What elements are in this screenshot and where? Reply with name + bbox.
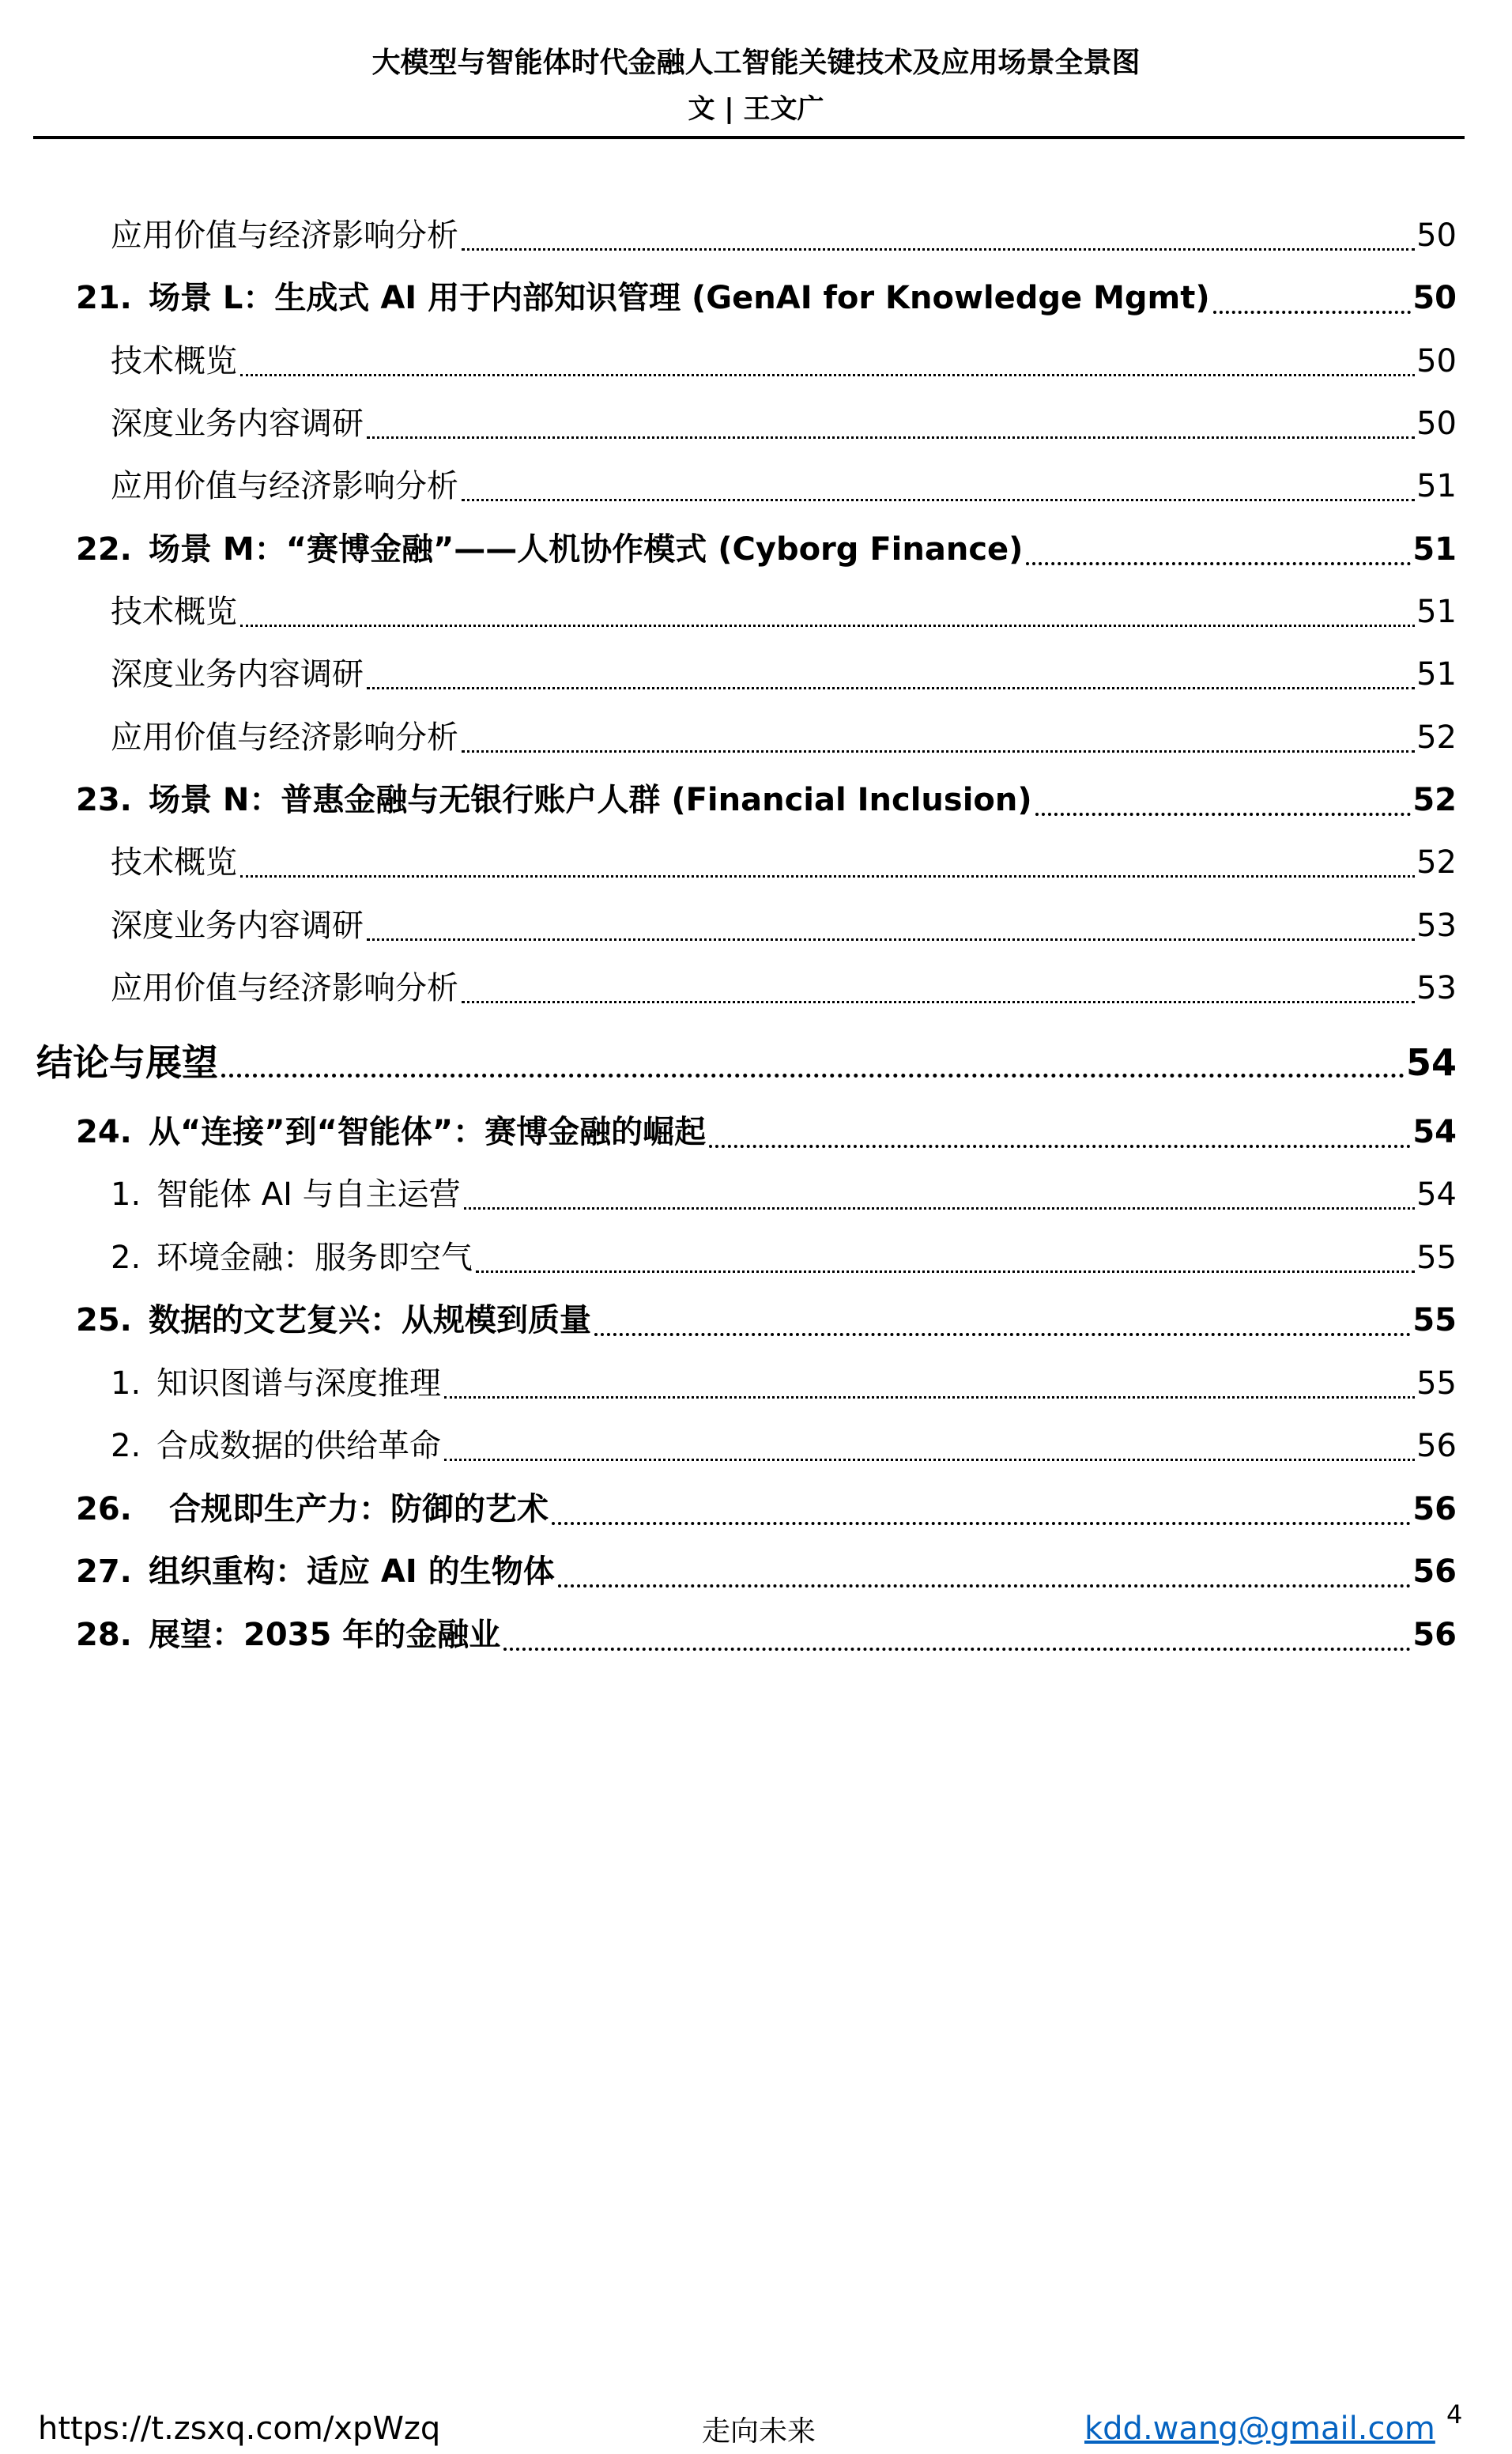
toc-entry-title: 组织重构：适应 AI 的生物体 — [149, 1554, 555, 1590]
dot-leader — [221, 1074, 1405, 1078]
toc-entry-page: 50 — [1416, 343, 1457, 379]
toc-entry[interactable] — [0, 338, 1512, 385]
toc-entry-page: 54 — [1416, 1176, 1457, 1213]
toc-entry-page: 50 — [1416, 217, 1457, 254]
toc-entry-page: 52 — [1416, 719, 1457, 756]
dot-leader — [444, 1459, 1415, 1461]
toc-entry-title: 深度业务内容调研 — [111, 656, 364, 693]
toc-entry-title: 场景 M：“赛博金融”——人机协作模式 (Cyborg Finance) — [149, 531, 1024, 568]
toc-entry-page: 50 — [1412, 280, 1457, 316]
toc-entry-number: 24. — [76, 1114, 132, 1150]
toc-entry[interactable] — [0, 1108, 1512, 1156]
toc-entry[interactable] — [0, 1171, 1512, 1218]
author-line: 文 | 王文广 — [688, 93, 824, 125]
dot-leader — [1026, 562, 1411, 565]
toc-entry-page: 56 — [1416, 1428, 1457, 1464]
dot-leader — [367, 436, 1415, 439]
dot-leader — [367, 938, 1415, 941]
toc-entry-title: 应用价值与经济影响分析 — [111, 719, 458, 756]
document-title: 大模型与智能体时代金融人工智能关键技术及应用场景全景图 — [371, 47, 1141, 79]
toc-entry[interactable] — [0, 1360, 1512, 1407]
toc-entry[interactable] — [0, 462, 1512, 510]
toc-entry[interactable] — [0, 1548, 1512, 1595]
toc-entry-number: 23. — [76, 782, 132, 818]
toc-entry-title: 场景 L：生成式 AI 用于内部知识管理 (GenAI for Knowledge Mgmt) — [149, 280, 1210, 316]
toc-entry[interactable] — [0, 1611, 1512, 1659]
toc-entry-page: 51 — [1416, 468, 1457, 504]
toc-entry[interactable] — [0, 212, 1512, 259]
dot-leader — [240, 374, 1415, 376]
toc-entry-title: 展望：2035 年的金融业 — [149, 1617, 501, 1653]
toc-entry[interactable] — [0, 400, 1512, 447]
toc-entry-title: 技术概览 — [111, 594, 237, 630]
page-footer — [0, 2399, 1512, 2453]
toc-entry-number: 26. — [76, 1491, 132, 1527]
dot-leader — [1035, 813, 1412, 816]
header-divider — [33, 136, 1465, 139]
dot-leader — [240, 875, 1415, 878]
toc-entry-page: 55 — [1416, 1365, 1457, 1402]
toc-entry-title: 深度业务内容调研 — [111, 908, 364, 944]
toc-entry-page: 54 — [1405, 1041, 1457, 1084]
toc-entry-page: 53 — [1416, 970, 1457, 1006]
toc-entry-number: 2. — [111, 1428, 141, 1464]
toc-entry-page: 53 — [1416, 908, 1457, 944]
toc-entry[interactable] — [0, 1422, 1512, 1470]
dot-leader — [462, 1001, 1415, 1003]
toc-entry-number: 25. — [76, 1302, 132, 1338]
toc-entry-number: 22. — [76, 531, 132, 568]
dot-leader — [1213, 311, 1412, 314]
toc-chapter-conclusion[interactable] — [0, 1039, 1512, 1086]
toc-entry-title: 应用价值与经济影响分析 — [111, 468, 458, 504]
toc-entry[interactable] — [0, 526, 1512, 573]
toc-entry[interactable] — [0, 1486, 1512, 1533]
toc-entry[interactable] — [0, 274, 1512, 322]
dot-leader — [503, 1648, 1411, 1651]
toc-entry-page: 56 — [1412, 1491, 1457, 1527]
toc-entry-page: 51 — [1412, 531, 1457, 568]
toc-entry[interactable] — [0, 1234, 1512, 1282]
toc-entry-title: 场景 N：普惠金融与无银行账户人群 (Financial Inclusion) — [149, 782, 1032, 818]
toc-entry[interactable] — [0, 839, 1512, 886]
dot-leader — [552, 1522, 1411, 1525]
footer-url-link[interactable]: https://t.zsxq.com/xpWzq — [38, 2411, 441, 2447]
toc-entry[interactable] — [0, 651, 1512, 698]
toc-entry-title: 数据的文艺复兴：从规模到质量 — [149, 1302, 591, 1338]
toc-entry-title: 结论与展望 — [36, 1041, 218, 1084]
dot-leader — [367, 687, 1415, 689]
toc-entry-title: 深度业务内容调研 — [111, 406, 364, 442]
toc-entry[interactable] — [0, 588, 1512, 636]
toc-entry-page: 56 — [1412, 1617, 1457, 1653]
dot-leader — [462, 499, 1415, 501]
toc-entry-page: 51 — [1416, 594, 1457, 630]
toc-entry[interactable] — [0, 902, 1512, 950]
footer-email-link[interactable]: kdd.wang@gmail.com — [1084, 2411, 1435, 2447]
toc-entry-number: 1. — [111, 1176, 141, 1213]
dot-leader — [464, 1207, 1416, 1210]
dot-leader — [709, 1145, 1411, 1148]
dot-leader — [476, 1270, 1415, 1273]
toc-entry-title: 技术概览 — [111, 844, 237, 881]
toc-entry[interactable] — [0, 714, 1512, 761]
dot-leader — [462, 750, 1415, 753]
toc-entry[interactable] — [0, 1297, 1512, 1344]
toc-entry-number: 21. — [76, 280, 132, 316]
toc-entry-title: 合规即生产力：防御的艺术 — [169, 1491, 549, 1527]
toc-entry[interactable] — [0, 776, 1512, 824]
footer-center-text: 走向未来 — [701, 2415, 816, 2448]
toc-entry-title: 技术概览 — [111, 343, 237, 379]
dot-leader — [594, 1333, 1411, 1336]
toc-entry-title: 智能体 AI 与自主运营 — [156, 1176, 461, 1213]
toc-entry-page: 50 — [1416, 406, 1457, 442]
dot-leader — [240, 625, 1415, 627]
toc-entry-number: 2. — [111, 1240, 141, 1276]
toc-entry-number: 27. — [76, 1554, 132, 1590]
toc-entry-title: 知识图谱与深度推理 — [156, 1365, 441, 1402]
toc-entry[interactable] — [0, 965, 1512, 1012]
toc-entry-page: 52 — [1412, 782, 1457, 818]
toc-entry-page: 56 — [1412, 1554, 1457, 1590]
toc-entry-number: 1. — [111, 1365, 141, 1402]
dot-leader — [444, 1396, 1415, 1399]
dot-leader — [558, 1584, 1412, 1588]
toc-entry-title: 环境金融：服务即空气 — [156, 1240, 473, 1276]
toc-entry-title: 应用价值与经济影响分析 — [111, 217, 458, 254]
toc-entry-page: 54 — [1412, 1114, 1457, 1150]
dot-leader — [462, 248, 1415, 251]
toc-entry-page: 55 — [1416, 1240, 1457, 1276]
toc-entry-title: 应用价值与经济影响分析 — [111, 970, 458, 1006]
toc-entry-page: 55 — [1412, 1302, 1457, 1338]
toc-entry-title: 从“连接”到“智能体”：赛博金融的崛起 — [149, 1114, 707, 1150]
toc-entry-page: 51 — [1416, 656, 1457, 693]
page-number: 4 — [1446, 2399, 1463, 2429]
toc-entry-page: 52 — [1416, 844, 1457, 881]
toc-entry-number: 28. — [76, 1617, 132, 1653]
toc-entry-title: 合成数据的供给革命 — [156, 1428, 441, 1464]
